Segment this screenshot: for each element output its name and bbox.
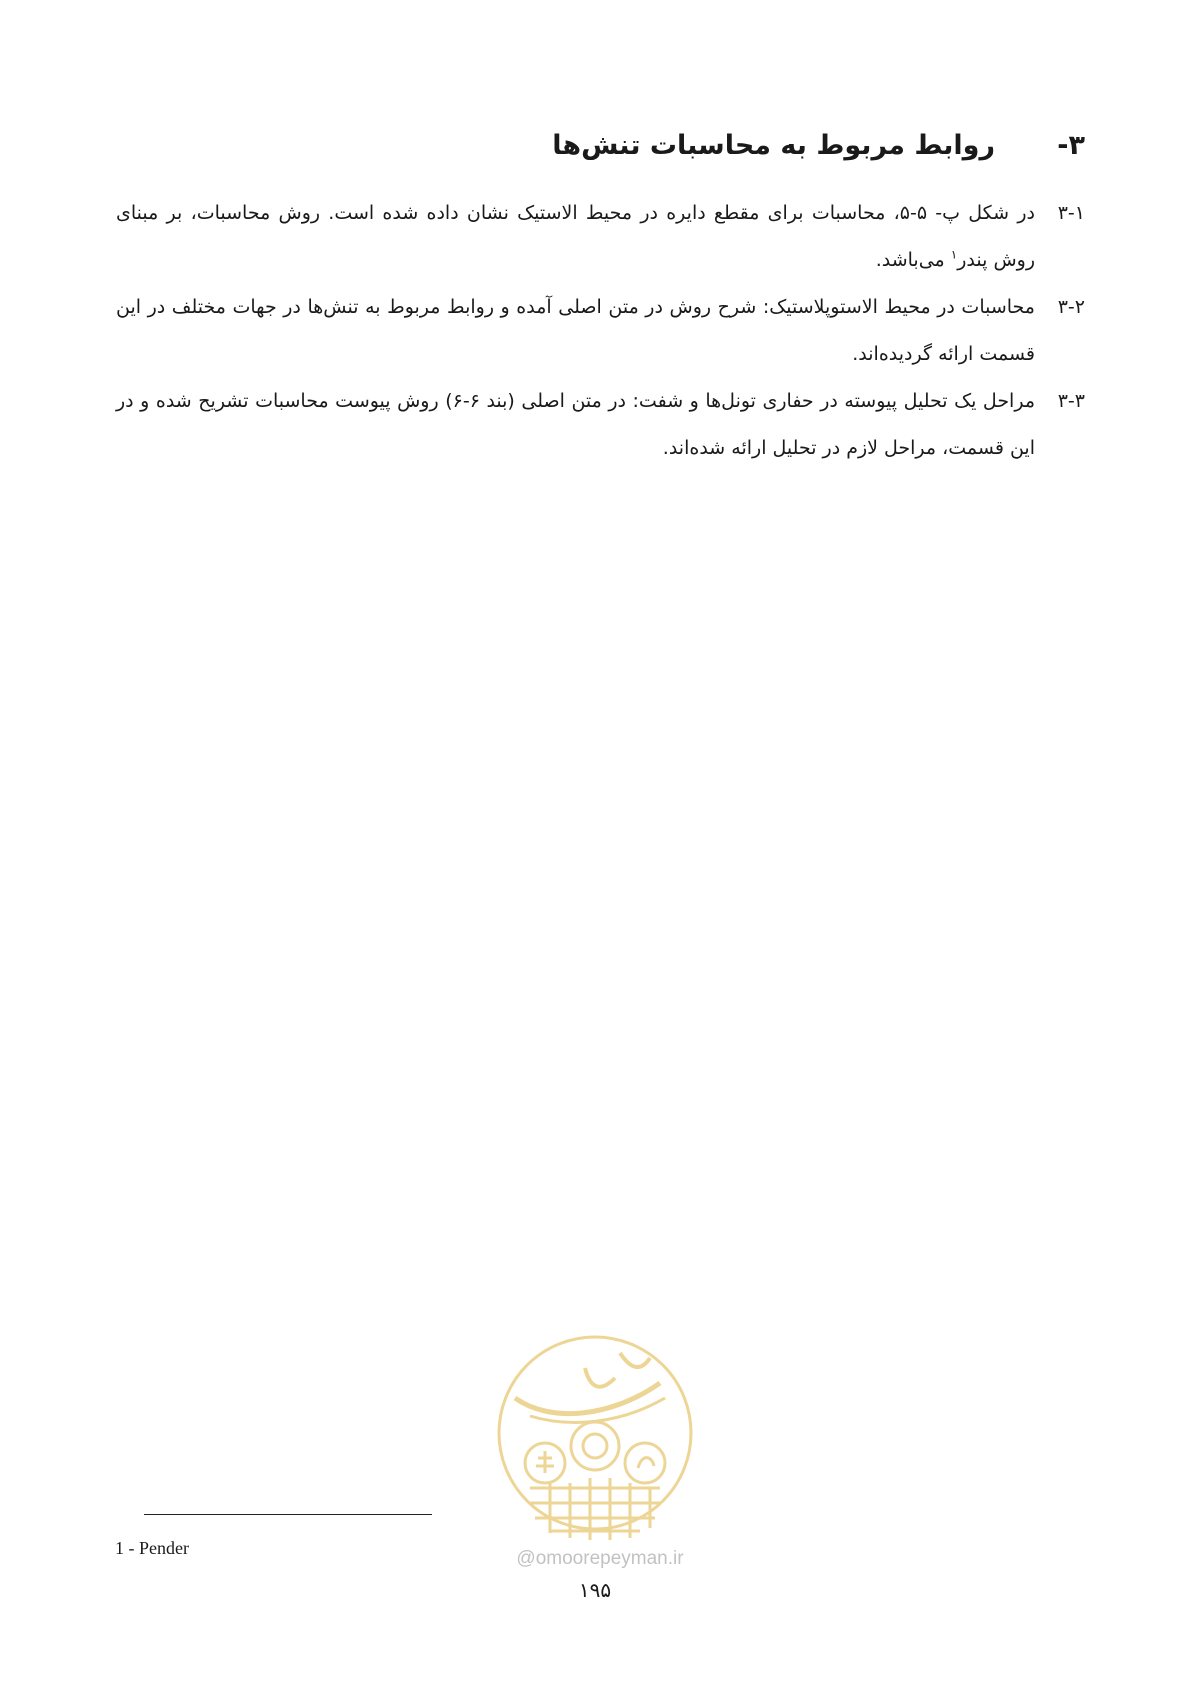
- item-text-body: در شکل پ- ۵-۵، محاسبات برای مقطع دایره در محیط الاستیک نشان داده شده است. روش محاسبات، بر مبنای روش پندر: [116, 202, 1035, 271]
- list-item: [116, 378, 1085, 472]
- watermark-logo-icon: [490, 1328, 700, 1548]
- page-number: ۱۹۵: [578, 1578, 612, 1602]
- watermark-caption: [500, 1548, 700, 1570]
- item-text: محاسبات در محیط الاستوپلاستیک: شرح روش در متن اصلی آمده و روابط مربوط به تنش‌ها در جهات مختلف در این قسمت ارائه گردیده‌اند.: [116, 296, 1035, 365]
- item-text: [116, 190, 1035, 284]
- item-number: ۳-۳: [1057, 390, 1085, 412]
- item-number: ۳-۲: [1057, 296, 1085, 318]
- footnote-divider: [144, 1514, 432, 1515]
- footnote-reference: ۱: [950, 247, 958, 262]
- section-heading: [100, 130, 1085, 161]
- section-number: ۳-: [1057, 130, 1085, 161]
- list-item: [116, 284, 1085, 378]
- at-icon: @: [516, 1548, 536, 1569]
- section-title: روابط مربوط به محاسبات تنش‌ها: [552, 130, 995, 161]
- item-text: مراحل یک تحلیل پیوسته در حفاری تونل‌ها و شفت: در متن اصلی (بند ۶-۶) روش پیوست محاسبات تشریح شده و در این قسمت، مراحل لازم در تحلیل ارائه شده‌اند.: [116, 390, 1035, 459]
- section-items: [116, 190, 1085, 472]
- watermark-logo: [490, 1328, 700, 1548]
- item-number: ۳-۱: [1057, 202, 1085, 224]
- list-item: [116, 190, 1085, 284]
- footnote: 1 - Pender: [115, 1538, 189, 1558]
- item-text-tail: می‌باشد.: [875, 249, 951, 271]
- watermark-url: omoorepeyman.ir: [535, 1548, 684, 1569]
